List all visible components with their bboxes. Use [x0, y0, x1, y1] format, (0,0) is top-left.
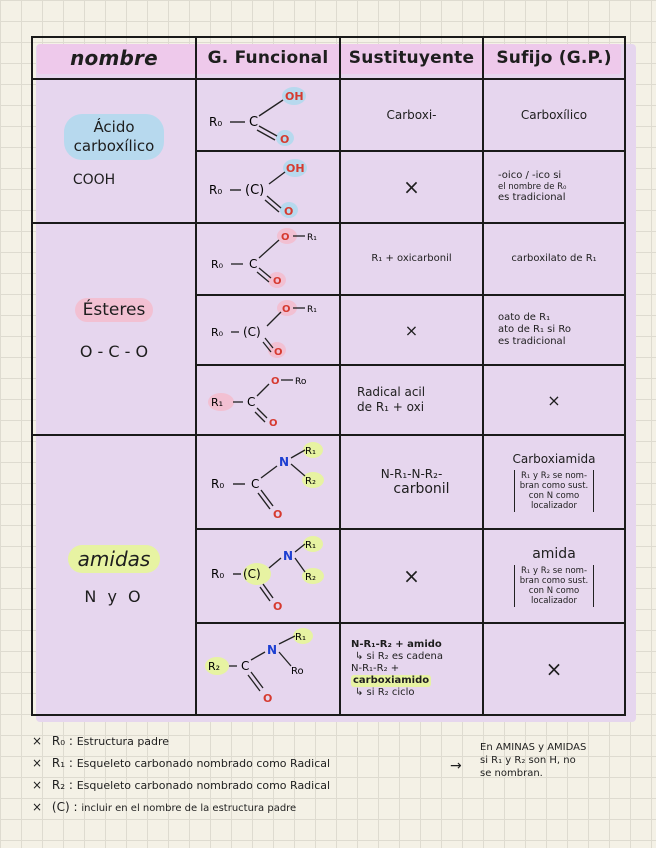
legend-note: [480, 741, 630, 780]
sustituyente-line: carboxiamido: [353, 675, 430, 686]
structure-amida-3: [197, 624, 339, 714]
structure-amida-1: [197, 436, 339, 528]
legend-key: R₂: [51, 778, 66, 792]
sustituyente-6: [341, 436, 482, 528]
sustituyente-1: Carboxi-: [386, 107, 437, 122]
label-n: N: [267, 643, 278, 657]
sufijo-7: [484, 530, 624, 622]
sustituyente-line: N-R₁-R₂ +: [351, 663, 400, 674]
sufijo-line: es tradicional: [498, 336, 566, 347]
label-r0: R₀: [209, 115, 223, 129]
sufijo-2: [484, 152, 624, 222]
label-oh: OH: [286, 162, 305, 175]
label-o: O: [280, 133, 290, 146]
legend-mark: ×: [32, 756, 43, 770]
legend-key: R₀: [51, 734, 66, 748]
label-r1: R₁: [295, 632, 306, 643]
sufijo-bracket: [514, 565, 595, 607]
label-r0: R₀: [209, 183, 223, 197]
group-name-line1: Ácido: [93, 118, 135, 136]
label-o: O: [282, 304, 291, 315]
sustituyente-2: ×: [403, 175, 420, 199]
group-acido: [33, 80, 195, 222]
sufijo-bracket: [514, 470, 595, 512]
note-line: se nombran.: [480, 768, 543, 779]
header-sufijo: Sufijo (G.P.): [496, 48, 612, 68]
sufijo-1: Carboxílico: [520, 107, 588, 122]
bracket-line: R₁ y R₂ se nom-: [520, 471, 588, 481]
group-name-line2: carboxílico: [73, 137, 155, 155]
note-line: En AMINAS y AMIDAS: [480, 742, 587, 753]
label-r1: R₁: [211, 396, 224, 409]
legend-item: × R₁ : Esqueleto carbonado nombrado como Radical: [32, 756, 331, 770]
group-formula: O - C - O: [79, 341, 149, 361]
label-c: C: [251, 477, 260, 491]
legend-key: R₁: [51, 756, 66, 770]
sufijo-line: el nombre de R₀: [498, 182, 567, 192]
label-r2: R₂: [305, 476, 316, 487]
structure-ester-1: [197, 224, 339, 294]
legend-mark: ×: [32, 800, 43, 814]
label-r1: R₁: [307, 233, 317, 243]
legend-item: × R₂ : Esqueleto carbonado nombrado como Radical: [32, 778, 331, 792]
label-o: O: [284, 205, 294, 218]
sustituyente-line: N-R₁-R₂ + amido: [351, 639, 442, 650]
label-r1: R₁: [305, 540, 316, 551]
sustituyente-7: ×: [403, 564, 420, 588]
sustituyente-line: carbonil: [393, 481, 450, 497]
sufijo-line: -oico / -ico si: [498, 170, 562, 181]
label-o: O: [273, 600, 283, 613]
label-c: C: [249, 115, 259, 130]
sustituyente-4: ×: [404, 320, 419, 340]
structure-amida-2: [197, 530, 339, 622]
label-o: O: [281, 232, 290, 243]
group-formula: COOH: [72, 172, 116, 188]
label-n: N: [279, 455, 290, 469]
legend-desc: Esqueleto carbonado nombrado como Radical: [76, 757, 331, 770]
sustituyente-3: R₁ + oxicarbonil: [371, 253, 452, 264]
group-formula: N y O: [84, 586, 144, 606]
sufijo-title: Carboxiamida: [512, 452, 596, 466]
structure-acido-1: [197, 80, 339, 150]
legend-key: (C): [51, 800, 70, 814]
legend-desc: Esqueleto carbonado nombrado como Radical: [76, 779, 331, 792]
legend-mark: ×: [32, 778, 43, 792]
header-nombre: nombre: [70, 46, 158, 70]
label-r1: R₁: [305, 446, 316, 457]
sustituyente-8: [341, 624, 482, 714]
legend-item: × (C) : incluir en el nombre de la estructura padre: [32, 800, 297, 814]
label-o: O: [271, 376, 280, 387]
sufijo-8: ×: [545, 657, 563, 681]
legend-desc: incluir en el nombre de la estructura padre: [81, 803, 297, 814]
label-c: C: [247, 395, 256, 409]
bracket-line: R₁ y R₂ se nom-: [520, 565, 588, 576]
structure-ester-3: [197, 366, 339, 434]
group-name: amidas: [68, 545, 161, 573]
label-ro: Ro: [291, 666, 304, 677]
label-oh: OH: [285, 90, 304, 103]
sustituyente-line: ↳ si R₂ ciclo: [355, 687, 415, 698]
label-r0: R₀: [211, 477, 225, 491]
label-o: O: [269, 418, 278, 429]
sustituyente-5: [341, 366, 482, 434]
header-sustituyente: Sustituyente: [348, 48, 475, 68]
label-r0: R₀: [211, 258, 224, 271]
sustituyente-line: N-R₁-N-R₂-: [380, 467, 443, 481]
label-c-paren: (C): [243, 567, 261, 581]
sufijo-4: [484, 296, 624, 364]
legend-mark: ×: [32, 734, 43, 748]
nomenclature-table: [31, 36, 626, 716]
label-r0: R₀: [211, 567, 225, 581]
note-line: si R₁ y R₂ son H, no: [480, 755, 576, 766]
label-o: O: [273, 276, 282, 287]
group-amidas: [33, 436, 195, 714]
sustituyente-line: ↳ si R₂ es cadena: [355, 651, 443, 662]
sustituyente-line: de R₁ + oxi: [357, 400, 425, 414]
label-c: C: [249, 257, 258, 271]
structure-acido-2: [197, 152, 339, 222]
arrow-icon: →: [450, 758, 462, 774]
label-o: O: [263, 692, 273, 705]
label-o: O: [273, 508, 283, 521]
label-r2: R₂: [305, 572, 316, 583]
bracket-line: con N como: [528, 585, 580, 596]
label-c-paren: (C): [245, 183, 265, 198]
sufijo-3: carboxilato de R₁: [511, 253, 597, 264]
sufijo-line: es tradicional: [498, 192, 566, 203]
label-r2: R₂: [208, 660, 221, 673]
group-name: Ésteres: [75, 298, 154, 322]
label-o: O: [274, 347, 283, 358]
label-r0: R₀: [211, 326, 224, 339]
sustituyente-line: Radical acil: [357, 385, 426, 399]
sufijo-title: amida: [532, 545, 576, 562]
bracket-line: bran como sust.: [519, 481, 589, 491]
sufijo-6: [484, 436, 624, 528]
bracket-line: localizador: [531, 595, 577, 606]
bracket-line: bran como sust.: [519, 575, 589, 586]
label-c: C: [241, 659, 250, 673]
sufijo-line: oato de R₁: [498, 312, 551, 323]
label-ro: Ro: [295, 377, 307, 387]
group-esteres: [33, 224, 195, 434]
bracket-line: localizador: [531, 501, 577, 511]
sufijo-line: ato de R₁ si Ro: [498, 324, 571, 335]
sufijo-5: ×: [547, 390, 561, 410]
label-c-paren: (C): [243, 325, 261, 339]
label-r1: R₁: [307, 305, 317, 315]
legend-desc: Estructura padre: [76, 735, 170, 748]
header-grupo-funcional: G. Funcional: [207, 48, 329, 68]
structure-ester-2: [197, 296, 339, 364]
label-n: N: [283, 549, 294, 563]
bracket-line: con N como: [528, 491, 580, 501]
legend-item: × R₀ : Estructura padre: [32, 734, 170, 748]
